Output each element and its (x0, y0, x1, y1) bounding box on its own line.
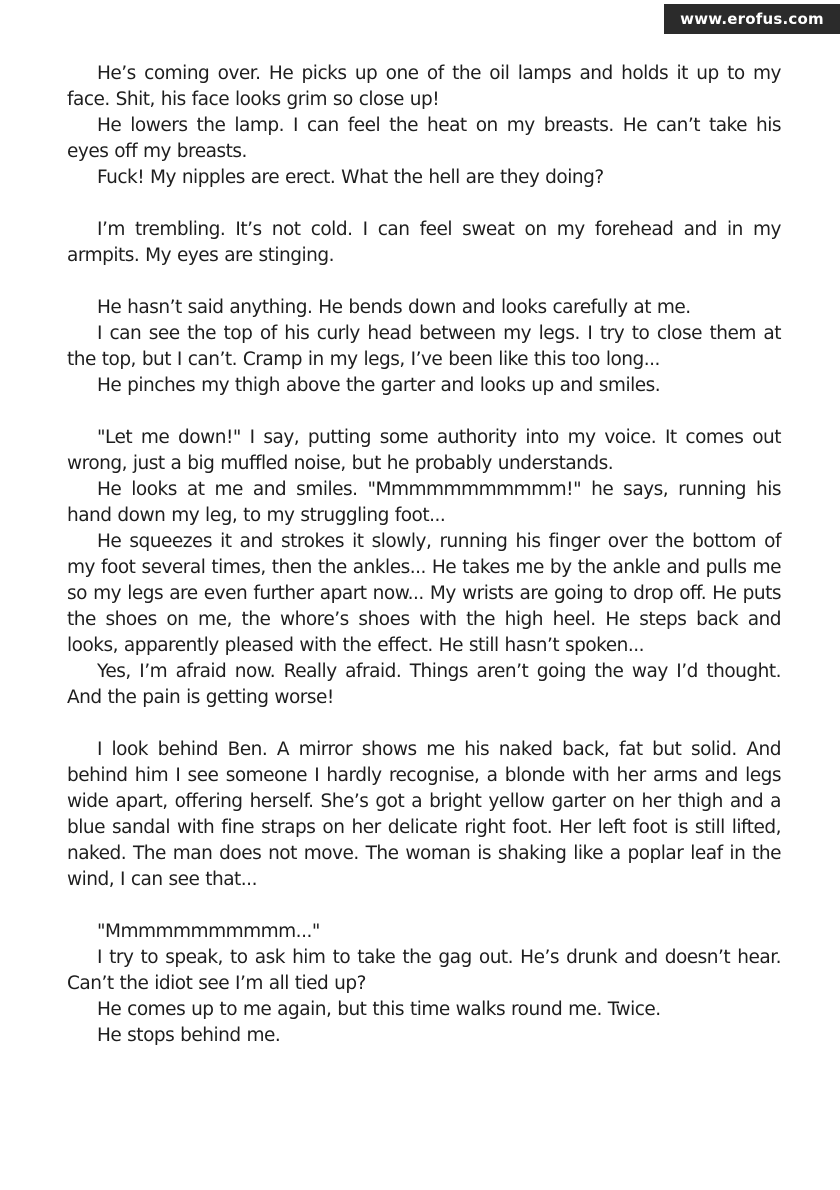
paragraph: "Let me down!" I say, putting some authority into my voice. It comes out wrong, just a big muffled noise, but he probably understands. (67, 427, 781, 474)
paragraph: Fuck! My nipples are erect. What the hell are they doing? (97, 167, 604, 188)
paragraph: I look behind Ben. A mirror shows me his naked back, fat but solid. And behind him I see someone I hardly recognise, a blonde with her arms and legs wide apart, offering herself. She’s got a bright yellow garter on her thigh and a blue sandal with fine straps on her delicate right foot. Her left foot is still lifted, naked. The man does not move. The woman is shaking like a poplar leaf in the wind, I can see that... (67, 739, 781, 890)
paragraph: He’s coming over. He picks up one of the oil lamps and holds it up to my face. Shit, his face looks grim so close up! (67, 63, 781, 110)
paragraph: He hasn’t said anything. He bends down and looks carefully at me. (97, 297, 691, 318)
paragraph: "Mmmmmmmmmmm..." (97, 921, 320, 942)
paragraph: He lowers the lamp. I can feel the heat on my breasts. He can’t take his eyes off my breasts. (67, 115, 781, 162)
paragraph: He looks at me and smiles. "Mmmmmmmmmmm!" he says, running his hand down my leg, to my struggling foot... (67, 479, 781, 526)
paragraph: He comes up to me again, but this time walks round me. Twice. (97, 999, 661, 1020)
story-text (67, 61, 781, 1049)
paragraph: He squeezes it and strokes it slowly, running his finger over the bottom of my foot several times, then the ankles... He takes me by the ankle and pulls me so my legs are even further apart now... My wrists are going to drop off. He puts the shoes on me, the whore’s shoes with the high heel. He steps back and looks, apparently pleased with the effect. He still hasn’t spoken... (67, 531, 781, 656)
watermark-logo: www.erofus.com (664, 4, 840, 34)
paragraph: Yes, I’m afraid now. Really afraid. Things aren’t going the way I’d thought. And the pain is getting worse! (67, 661, 781, 708)
paragraph: He pinches my thigh above the garter and looks up and smiles. (97, 375, 661, 396)
paragraph: I’m trembling. It’s not cold. I can feel sweat on my forehead and in my armpits. My eyes are stinging. (67, 219, 781, 266)
paragraph: He stops behind me. (97, 1025, 281, 1046)
paragraph: I try to speak, to ask him to take the gag out. He’s drunk and doesn’t hear. Can’t the idiot see I’m all tied up? (67, 947, 781, 994)
paragraph: I can see the top of his curly head between my legs. I try to close them at the top, but I can’t. Cramp in my legs, I’ve been like this too long... (67, 323, 781, 370)
